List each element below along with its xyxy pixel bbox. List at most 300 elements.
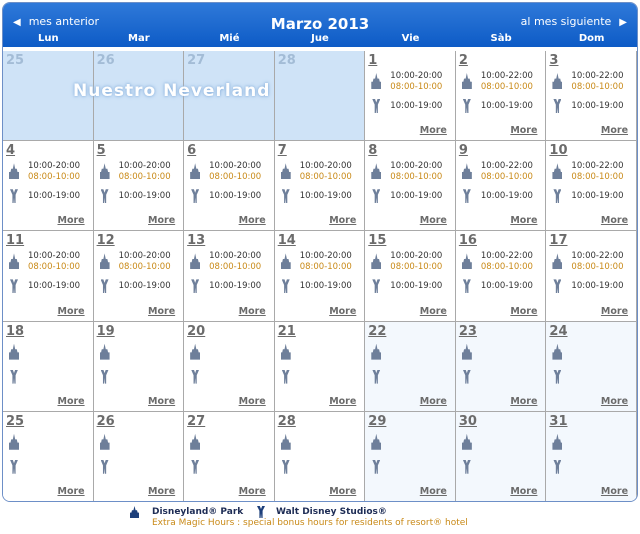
castle-icon: [371, 73, 381, 89]
mickey-statue-icon: [191, 370, 199, 384]
next-month-link[interactable]: [521, 15, 627, 28]
park-hours: [550, 342, 635, 362]
park-hours-text: [28, 251, 80, 273]
legend-studios-label: Walt Disney Studios®: [276, 507, 387, 517]
studios-opening-hours: 10:00-19:00: [480, 281, 533, 292]
castle-icon: [190, 434, 200, 450]
castle-icon: [100, 163, 110, 179]
studios-hours: [550, 367, 635, 387]
more-link[interactable]: More: [148, 215, 176, 227]
more-link[interactable]: More: [238, 485, 266, 497]
park-opening-hours: 10:00-20:00: [299, 251, 352, 262]
mickey-statue-icon: [553, 460, 561, 474]
weekday-header-row: [3, 33, 637, 47]
castle-icon: [9, 344, 19, 360]
calendar-day-cell[interactable]: [184, 322, 275, 412]
calendar-day-cell[interactable]: [456, 412, 547, 502]
park-hours: [188, 342, 273, 362]
mickey-statue-icon: [553, 189, 561, 203]
more-link[interactable]: More: [419, 305, 447, 317]
park-hours-text: [390, 251, 442, 273]
calendar-day-cell[interactable]: [456, 141, 547, 231]
castle-icon: [462, 344, 472, 360]
castle-icon: [190, 163, 200, 179]
mickey-statue-icon: [282, 370, 290, 384]
calendar-day-cell[interactable]: [275, 322, 366, 412]
mickey-statue-icon: [463, 189, 471, 203]
legend-row: [130, 506, 610, 518]
day-number[interactable]: 17: [549, 233, 568, 249]
mickey-statue-icon: [282, 460, 290, 474]
day-number[interactable]: 2: [458, 53, 468, 68]
castle-icon: [100, 434, 110, 450]
castle-icon: [100, 253, 110, 269]
more-link[interactable]: More: [57, 305, 85, 317]
calendar-day-cell[interactable]: [184, 231, 275, 321]
extra-magic-hours: 08:00-10:00: [118, 172, 171, 183]
day-number[interactable]: 30: [458, 413, 477, 429]
day-number[interactable]: 11: [6, 233, 25, 249]
castle-icon: [130, 506, 139, 518]
park-hours-text: [571, 71, 623, 93]
day-number[interactable]: 13: [187, 233, 206, 249]
calendar-day-cell[interactable]: [365, 141, 456, 231]
day-number[interactable]: 21: [277, 323, 296, 339]
studios-opening-hours: 10:00-19:00: [118, 281, 171, 292]
more-link[interactable]: More: [57, 215, 85, 227]
calendar-day-cell[interactable]: [275, 412, 366, 502]
calendar-day-cell[interactable]: [3, 141, 94, 231]
calendar-day-cell[interactable]: [184, 141, 275, 231]
mickey-statue-icon: [553, 99, 561, 113]
day-number[interactable]: 8: [368, 143, 378, 159]
day-number[interactable]: 10: [549, 143, 568, 159]
more-link[interactable]: More: [148, 305, 176, 317]
mickey-statue-icon: [282, 189, 290, 203]
studios-opening-hours: 10:00-19:00: [28, 191, 81, 202]
mickey-statue-icon: [372, 99, 380, 113]
castle-icon: [371, 163, 381, 179]
more-link[interactable]: More: [329, 215, 357, 227]
park-hours: [460, 342, 545, 362]
park-hours: [188, 251, 273, 271]
mickey-statue-icon: [10, 370, 18, 384]
calendar-day-cell[interactable]: [546, 412, 637, 502]
park-hours-text: [390, 71, 442, 93]
day-number[interactable]: 27: [187, 413, 206, 429]
park-opening-hours: 10:00-20:00: [209, 161, 262, 172]
park-opening-hours: 10:00-20:00: [28, 251, 81, 262]
studios-opening-hours: 10:00-19:00: [480, 101, 533, 111]
calendar-widget: [2, 2, 638, 502]
studios-hours: [98, 276, 183, 296]
castle-icon: [9, 253, 19, 269]
park-hours: [369, 251, 454, 271]
park-opening-hours: 10:00-22:00: [480, 71, 533, 81]
park-opening-hours: 10:00-20:00: [118, 251, 171, 262]
calendar-day-cell[interactable]: [365, 412, 456, 502]
weekday-label: Mié: [219, 33, 240, 44]
studios-opening-hours: 10:00-19:00: [28, 281, 81, 292]
mickey-statue-icon: [463, 99, 471, 113]
day-number[interactable]: 5: [96, 143, 106, 159]
park-opening-hours: 10:00-22:00: [571, 251, 624, 262]
extra-magic-hours: 08:00-10:00: [390, 82, 443, 92]
studios-opening-hours: 10:00-19:00: [571, 101, 624, 111]
park-opening-hours: 10:00-20:00: [390, 251, 443, 262]
calendar-day-cell[interactable]: [3, 412, 94, 502]
studios-hours: [550, 457, 635, 477]
park-opening-hours: 10:00-20:00: [28, 161, 81, 172]
extra-magic-hours: 08:00-10:00: [480, 172, 533, 183]
park-hours-text: [300, 161, 352, 183]
mickey-statue-icon: [101, 460, 109, 474]
park-opening-hours: 10:00-20:00: [118, 161, 171, 172]
weekday-label: Sàb: [490, 33, 512, 44]
calendar-day-cell[interactable]: [546, 231, 637, 321]
park-hours-text: [571, 161, 623, 183]
extra-magic-hours: 08:00-10:00: [480, 82, 533, 92]
calendar-day-cell[interactable]: [94, 412, 185, 502]
castle-icon: [9, 163, 19, 179]
day-number[interactable]: 18: [6, 323, 25, 339]
castle-icon: [190, 344, 200, 360]
day-number[interactable]: 19: [96, 323, 115, 339]
extra-magic-hours: 08:00-10:00: [28, 172, 81, 183]
day-number[interactable]: 3: [549, 53, 559, 68]
park-hours: [188, 432, 273, 452]
park-hours-text: [390, 161, 442, 183]
mickey-statue-icon: [101, 370, 109, 384]
castle-icon: [552, 344, 562, 360]
day-number[interactable]: 26: [96, 413, 115, 429]
park-hours: [279, 342, 364, 362]
next-month-label: al mes siguiente: [520, 15, 612, 28]
day-number[interactable]: 9: [458, 143, 468, 159]
more-link[interactable]: More: [238, 215, 266, 227]
castle-icon: [552, 253, 562, 269]
extra-magic-hours: 08:00-10:00: [571, 172, 624, 183]
park-hours-text: [571, 251, 623, 273]
more-link[interactable]: More: [510, 305, 538, 317]
castle-icon: [190, 253, 200, 269]
more-link[interactable]: More: [419, 395, 447, 407]
more-link[interactable]: More: [510, 125, 538, 137]
legend-emh-label: Extra Magic Hours : special bonus hours for residents of resort® hotel: [152, 518, 468, 528]
calendar-header: [3, 3, 637, 47]
studios-hours: [98, 186, 183, 206]
mickey-statue-icon: [463, 460, 471, 474]
mickey-statue-icon: [101, 189, 109, 203]
extra-magic-hours: 08:00-10:00: [390, 262, 443, 273]
park-hours: [7, 432, 92, 452]
weekday-label: Mar: [128, 33, 150, 44]
more-link[interactable]: More: [600, 305, 629, 317]
day-number[interactable]: 23: [458, 323, 477, 339]
park-hours: [98, 432, 183, 452]
more-link[interactable]: More: [510, 215, 538, 227]
weekday-label: Lun: [37, 33, 59, 44]
park-hours: [369, 161, 454, 181]
calendar-day-cell[interactable]: [275, 231, 366, 321]
park-hours: [369, 432, 454, 452]
day-number[interactable]: 6: [187, 143, 197, 159]
castle-icon: [281, 344, 291, 360]
mickey-statue-icon: [553, 370, 561, 384]
park-hours-text: [300, 251, 352, 273]
park-hours: [550, 251, 635, 271]
extra-magic-hours: 08:00-10:00: [28, 262, 81, 273]
weekday-label: Jue: [311, 33, 329, 44]
castle-icon: [462, 434, 472, 450]
neverland-banner: Nuestro Neverland: [73, 81, 271, 101]
calendar-day-cell[interactable]: [94, 322, 185, 412]
castle-icon: [371, 344, 381, 360]
park-hours: [98, 161, 183, 181]
studios-hours: [460, 96, 545, 116]
studios-opening-hours: 10:00-19:00: [390, 101, 443, 111]
studios-hours: [279, 276, 364, 296]
extra-magic-hours: 08:00-10:00: [299, 262, 352, 273]
studios-hours: [460, 276, 545, 296]
calendar-day-cell[interactable]: [546, 322, 637, 412]
studios-opening-hours: 10:00-19:00: [209, 281, 262, 292]
castle-icon: [462, 253, 472, 269]
park-hours: [550, 432, 635, 452]
more-link[interactable]: More: [57, 485, 85, 497]
more-link[interactable]: More: [419, 485, 447, 497]
mickey-statue-icon: [10, 279, 18, 293]
park-opening-hours: 10:00-22:00: [571, 161, 624, 172]
studios-hours: [460, 186, 545, 206]
day-number[interactable]: 16: [458, 233, 477, 249]
park-hours-text: [481, 71, 533, 93]
day-number[interactable]: 31: [549, 413, 568, 429]
more-link[interactable]: More: [419, 215, 447, 227]
studios-hours: [369, 276, 454, 296]
calendar-day-cell[interactable]: [184, 412, 275, 502]
studios-hours: [188, 367, 273, 387]
day-number: 26: [96, 53, 115, 68]
calendar-day-cell[interactable]: [365, 322, 456, 412]
more-link[interactable]: More: [510, 395, 538, 407]
triangle-right-icon: ▶: [619, 17, 627, 28]
legend: [130, 506, 610, 528]
mickey-statue-icon: [372, 279, 380, 293]
park-hours: [7, 342, 92, 362]
studios-opening-hours: 10:00-19:00: [209, 191, 262, 202]
calendar-day-cell[interactable]: [546, 141, 637, 231]
day-number[interactable]: 1: [368, 53, 378, 68]
park-hours: [98, 342, 183, 362]
castle-icon: [281, 163, 291, 179]
mickey-statue-icon: [282, 279, 290, 293]
day-number[interactable]: 24: [549, 323, 568, 339]
weekday-label: Dom: [578, 33, 605, 44]
castle-icon: [371, 434, 381, 450]
park-hours: [550, 71, 635, 91]
studios-hours: [550, 186, 635, 206]
prev-month-label: mes anterior: [28, 15, 100, 28]
park-hours: [460, 251, 545, 271]
park-hours: [98, 251, 183, 271]
castle-icon: [462, 73, 472, 89]
extra-magic-hours: 08:00-10:00: [390, 172, 443, 183]
studios-hours: [550, 276, 635, 296]
park-hours: [460, 161, 545, 181]
park-hours: [188, 161, 273, 181]
studios-hours: [7, 186, 92, 206]
park-hours: [7, 251, 92, 271]
studios-hours: [7, 276, 92, 296]
more-link[interactable]: More: [419, 125, 447, 137]
calendar-day-cell[interactable]: [546, 51, 637, 141]
weekday-label: Vie: [401, 33, 420, 44]
park-opening-hours: 10:00-22:00: [480, 251, 533, 262]
day-number[interactable]: 20: [187, 323, 206, 339]
calendar-day-cell[interactable]: [365, 231, 456, 321]
more-link[interactable]: More: [510, 485, 538, 497]
extra-magic-hours: 08:00-10:00: [571, 262, 624, 273]
studios-opening-hours: 10:00-19:00: [390, 191, 443, 202]
studios-hours: [369, 186, 454, 206]
castle-icon: [281, 434, 291, 450]
studios-opening-hours: 10:00-19:00: [571, 281, 624, 292]
mickey-statue-icon: [372, 189, 380, 203]
day-number: 25: [6, 53, 25, 68]
studios-opening-hours: 10:00-19:00: [118, 191, 171, 202]
mickey-statue-icon: [372, 460, 380, 474]
legend-park-label: Disneyland® Park: [152, 507, 244, 517]
day-number[interactable]: 14: [277, 233, 296, 249]
castle-icon: [371, 253, 381, 269]
day-number[interactable]: 25: [6, 413, 25, 429]
mickey-statue-icon: [257, 506, 265, 518]
mickey-statue-icon: [553, 279, 561, 293]
park-hours-text: [119, 251, 171, 273]
more-link[interactable]: More: [600, 215, 629, 227]
mickey-statue-icon: [101, 279, 109, 293]
calendar-day-cell[interactable]: [456, 231, 547, 321]
studios-hours: [369, 96, 454, 116]
calendar-day-cell[interactable]: [94, 141, 185, 231]
extra-magic-hours: 08:00-10:00: [209, 262, 262, 273]
park-hours-text: [481, 161, 533, 183]
studios-hours: [98, 367, 183, 387]
castle-icon: [100, 344, 110, 360]
day-number: 28: [277, 53, 296, 68]
studios-opening-hours: 10:00-19:00: [299, 191, 352, 202]
studios-hours: [188, 457, 273, 477]
park-hours: [460, 71, 545, 91]
extra-magic-hours: 08:00-10:00: [299, 172, 352, 183]
studios-hours: [279, 186, 364, 206]
studios-opening-hours: 10:00-19:00: [390, 281, 443, 292]
mickey-statue-icon: [463, 370, 471, 384]
studios-hours: [369, 367, 454, 387]
park-hours-text: [481, 251, 533, 273]
more-link[interactable]: More: [57, 395, 85, 407]
mickey-statue-icon: [191, 279, 199, 293]
triangle-left-icon: ◀: [13, 17, 21, 28]
day-number[interactable]: 15: [368, 233, 387, 249]
park-hours: [369, 71, 454, 91]
park-opening-hours: 10:00-20:00: [390, 71, 443, 81]
mickey-statue-icon: [191, 460, 199, 474]
more-link[interactable]: More: [238, 305, 266, 317]
more-link[interactable]: More: [600, 485, 629, 497]
extra-magic-hours: 08:00-10:00: [480, 262, 533, 273]
park-hours-text: [28, 161, 80, 183]
calendar-day-cell[interactable]: [94, 231, 185, 321]
more-link[interactable]: More: [329, 395, 357, 407]
extra-magic-hours: 08:00-10:00: [571, 82, 624, 92]
park-hours-text: [209, 251, 261, 273]
more-link[interactable]: More: [148, 395, 176, 407]
studios-opening-hours: 10:00-19:00: [299, 281, 352, 292]
studios-hours: [279, 367, 364, 387]
park-hours: [550, 161, 635, 181]
studios-opening-hours: 10:00-19:00: [571, 191, 624, 202]
day-number[interactable]: 29: [368, 413, 387, 429]
calendar-day-cell[interactable]: [3, 322, 94, 412]
studios-hours: [98, 457, 183, 477]
mickey-statue-icon: [10, 189, 18, 203]
calendar-day-cell[interactable]: [275, 141, 366, 231]
park-hours: [7, 161, 92, 181]
calendar-day-cell[interactable]: [365, 51, 456, 141]
castle-icon: [462, 163, 472, 179]
day-number: 27: [187, 53, 206, 68]
more-link[interactable]: More: [600, 395, 629, 407]
day-number[interactable]: 12: [96, 233, 115, 249]
more-link[interactable]: More: [148, 485, 176, 497]
more-link[interactable]: More: [600, 125, 629, 137]
mickey-statue-icon: [10, 460, 18, 474]
castle-icon: [552, 163, 562, 179]
more-link[interactable]: More: [238, 395, 266, 407]
calendar-day-cell[interactable]: [456, 322, 547, 412]
mickey-statue-icon: [463, 279, 471, 293]
day-number[interactable]: 4: [6, 143, 16, 159]
castle-icon: [9, 434, 19, 450]
day-number[interactable]: 28: [277, 413, 296, 429]
calendar-day-cell[interactable]: [3, 231, 94, 321]
day-number[interactable]: 7: [277, 143, 287, 159]
more-link[interactable]: More: [329, 305, 357, 317]
calendar-day-cell[interactable]: [456, 51, 547, 141]
park-opening-hours: 10:00-20:00: [299, 161, 352, 172]
extra-magic-hours: 08:00-10:00: [118, 262, 171, 273]
park-hours: [279, 432, 364, 452]
park-hours: [369, 342, 454, 362]
studios-hours: [369, 457, 454, 477]
park-hours: [279, 251, 364, 271]
park-hours: [460, 432, 545, 452]
park-hours-text: [119, 161, 171, 183]
day-number[interactable]: 22: [368, 323, 387, 339]
more-link[interactable]: More: [329, 485, 357, 497]
studios-hours: [7, 457, 92, 477]
park-hours: [279, 161, 364, 181]
mickey-statue-icon: [372, 370, 380, 384]
park-opening-hours: 10:00-22:00: [571, 71, 624, 81]
studios-hours: [279, 457, 364, 477]
studios-hours: [550, 96, 635, 116]
studios-hours: [460, 457, 545, 477]
studios-hours: [460, 367, 545, 387]
extra-magic-hours: 08:00-10:00: [209, 172, 262, 183]
